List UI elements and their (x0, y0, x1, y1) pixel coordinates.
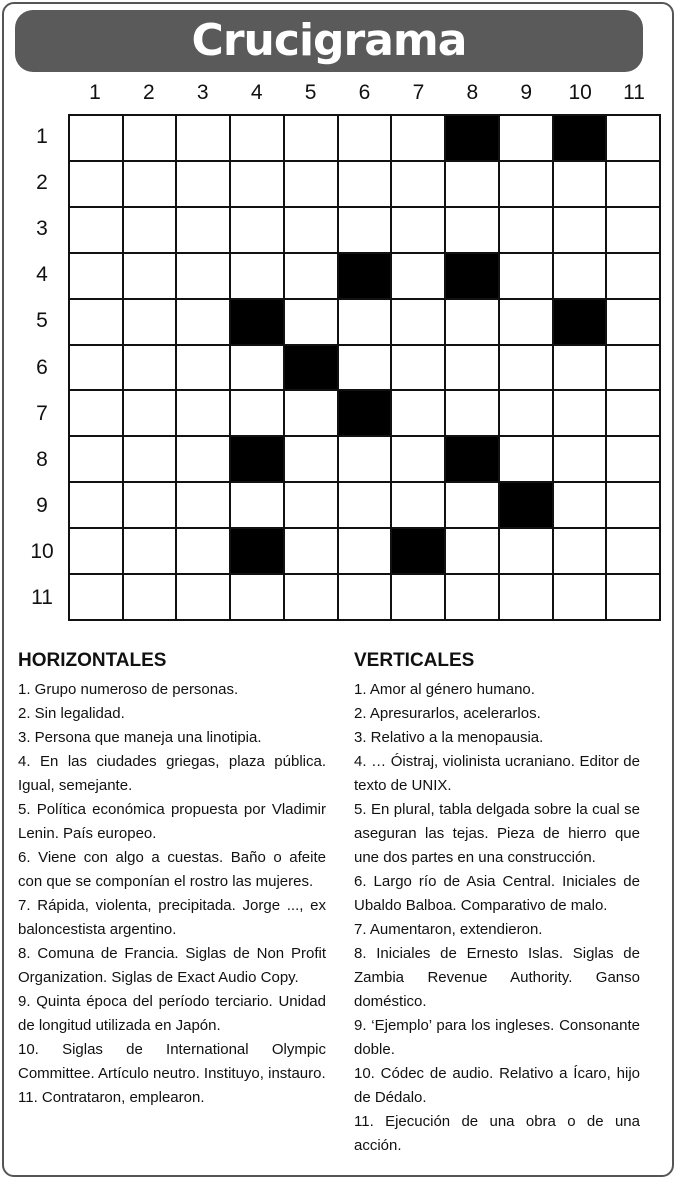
grid-cell[interactable] (446, 346, 498, 390)
grid-cell[interactable] (124, 529, 176, 573)
grid-cell[interactable] (554, 391, 606, 435)
grid-cell[interactable] (607, 254, 659, 298)
grid-cell[interactable] (554, 208, 606, 252)
grid-cell[interactable] (554, 254, 606, 298)
clue-item: 2. Apresurarlos, acelerarlos. (354, 705, 541, 722)
column-number: 1 (89, 81, 101, 104)
grid-cell[interactable] (500, 162, 552, 206)
grid-cell[interactable] (607, 116, 659, 160)
clue-item: 7. Rápida, violenta, precipitada. Jorge ..., ex baloncestista argentino. (18, 897, 326, 938)
row-number: 10 (30, 539, 54, 563)
grid-cell[interactable] (607, 483, 659, 527)
grid-cell[interactable] (446, 208, 498, 252)
grid-cell[interactable] (285, 391, 337, 435)
grid-cell[interactable] (124, 208, 176, 252)
clue-item: 5. Política económica propuesta por Vladimir Lenin. País europeo. (18, 801, 326, 842)
grid-cell[interactable] (124, 116, 176, 160)
row-number: 6 (36, 355, 48, 379)
horizontal-clues-heading: HORIZONTALES (18, 650, 167, 671)
grid-cell[interactable] (446, 483, 498, 527)
grid-cell[interactable] (70, 116, 122, 160)
grid-cell[interactable] (392, 437, 444, 481)
column-number: 8 (466, 81, 479, 104)
grid-cell[interactable] (124, 575, 176, 619)
grid-cell[interactable] (446, 391, 498, 435)
grid-cell[interactable] (124, 162, 176, 206)
clue-item: 4. En las ciudades griegas, plaza pública. Igual, semejante. (18, 753, 326, 794)
column-number: 7 (412, 81, 425, 104)
grid-block-cell (446, 254, 498, 298)
grid-cell[interactable] (124, 483, 176, 527)
row-number: 4 (36, 263, 48, 287)
grid-cell[interactable] (339, 437, 391, 481)
grid-cell[interactable] (285, 437, 337, 481)
row-number: 2 (36, 171, 48, 195)
grid-cell[interactable] (554, 529, 606, 573)
grid-cell[interactable] (500, 208, 552, 252)
grid-cell[interactable] (177, 346, 229, 390)
row-number: 5 (36, 309, 48, 333)
grid-cell[interactable] (70, 575, 122, 619)
grid-cell[interactable] (554, 575, 606, 619)
grid-cell[interactable] (607, 391, 659, 435)
grid-cell[interactable] (231, 162, 283, 206)
grid-cell[interactable] (231, 575, 283, 619)
clue-item: 9. ‘Ejemplo’ para los ingleses. Consonante doble. (354, 1017, 640, 1058)
vertical-clue-list (354, 678, 640, 1158)
grid-cell[interactable] (177, 437, 229, 481)
clue-item: 5. En plural, tabla delgada sobre la cual se aseguran las tejas. Pieza de hierro que une dos partes en una construcción. (354, 801, 640, 866)
clue-item: 1. Grupo numeroso de personas. (18, 681, 239, 698)
grid-cell[interactable] (285, 162, 337, 206)
puzzle-title: Crucigrama (191, 15, 467, 66)
grid-cell[interactable] (177, 208, 229, 252)
grid-cell[interactable] (339, 116, 391, 160)
grid-cell[interactable] (500, 254, 552, 298)
grid-cell[interactable] (177, 254, 229, 298)
grid-cell[interactable] (392, 254, 444, 298)
grid-cell[interactable] (500, 437, 552, 481)
grid-cell[interactable] (500, 116, 552, 160)
grid-block-cell (554, 116, 606, 160)
grid-cell[interactable] (446, 529, 498, 573)
column-number: 3 (196, 81, 209, 104)
grid-cell[interactable] (70, 254, 122, 298)
column-number: 6 (358, 81, 371, 104)
grid-cell[interactable] (554, 483, 606, 527)
grid-block-cell (446, 116, 498, 160)
row-number: 9 (36, 493, 48, 517)
grid-cell[interactable] (554, 346, 606, 390)
grid-cell[interactable] (285, 300, 337, 344)
grid-cell[interactable] (124, 437, 176, 481)
grid-cell[interactable] (500, 391, 552, 435)
grid-cell[interactable] (285, 483, 337, 527)
grid-cell[interactable] (392, 208, 444, 252)
horizontal-clues (18, 648, 326, 1110)
grid-block-cell (446, 437, 498, 481)
grid-cell[interactable] (392, 483, 444, 527)
grid-cell[interactable] (70, 300, 122, 344)
grid-cell[interactable] (231, 346, 283, 390)
grid-cell[interactable] (231, 116, 283, 160)
grid-cell[interactable] (285, 208, 337, 252)
grid-cell[interactable] (177, 483, 229, 527)
grid-cell[interactable] (500, 300, 552, 344)
grid-cell[interactable] (339, 346, 391, 390)
vertical-clues (354, 648, 640, 1158)
clue-item: 3. Relativo a la menopausia. (354, 729, 544, 746)
clue-item: 6. Largo río de Asia Central. Iniciales de Ubaldo Balboa. Comparativo de malo. (354, 873, 640, 914)
row-number: 1 (36, 125, 48, 149)
grid-block-cell (285, 346, 337, 390)
grid-cell[interactable] (607, 162, 659, 206)
grid-cell[interactable] (339, 483, 391, 527)
grid-cell[interactable] (607, 208, 659, 252)
grid-cell[interactable] (607, 300, 659, 344)
grid-block-cell (231, 529, 283, 573)
grid-cell[interactable] (231, 208, 283, 252)
grid-cell[interactable] (177, 529, 229, 573)
grid-cell[interactable] (392, 162, 444, 206)
grid-block-cell (339, 254, 391, 298)
column-number: 10 (568, 81, 592, 104)
horizontal-clue-list (18, 678, 326, 1110)
grid-cell[interactable] (70, 208, 122, 252)
grid-cell[interactable] (500, 346, 552, 390)
grid-cell[interactable] (124, 346, 176, 390)
clue-item: 8. Comuna de Francia. Siglas de Non Profit Organization. Siglas de Exact Audio Copy. (18, 945, 326, 986)
row-number: 11 (31, 585, 53, 609)
column-number: 11 (623, 81, 645, 104)
grid-cell[interactable] (339, 300, 391, 344)
grid-block-cell (231, 300, 283, 344)
clue-item: 2. Sin legalidad. (18, 705, 125, 722)
clue-item: 11. Ejecución de una obra o de una acción. (354, 1113, 640, 1154)
grid-cell[interactable] (285, 575, 337, 619)
grid-cell[interactable] (177, 116, 229, 160)
grid-cell[interactable] (70, 391, 122, 435)
grid-cell[interactable] (607, 529, 659, 573)
grid-cell[interactable] (554, 437, 606, 481)
clue-item: 3. Persona que maneja una linotipia. (18, 729, 262, 746)
row-number: 7 (36, 401, 48, 425)
grid-cell[interactable] (285, 254, 337, 298)
clue-item: 4. … Óistraj, violinista ucraniano. Editor de texto de UNIX. (354, 753, 640, 794)
grid-cell[interactable] (70, 437, 122, 481)
column-number: 4 (250, 81, 263, 104)
title-banner (15, 10, 643, 72)
grid-cell[interactable] (177, 300, 229, 344)
grid-cell[interactable] (392, 575, 444, 619)
grid-cell[interactable] (392, 116, 444, 160)
grid-cell[interactable] (500, 575, 552, 619)
grid-cell[interactable] (339, 208, 391, 252)
grid-cell[interactable] (231, 254, 283, 298)
clue-item: 10. Códec de audio. Relativo a Ícaro, hijo de Dédalo. (354, 1065, 640, 1106)
column-number: 2 (143, 81, 155, 104)
grid-cell[interactable] (70, 346, 122, 390)
grid-cell[interactable] (607, 437, 659, 481)
grid-cell[interactable] (607, 575, 659, 619)
grid-cell[interactable] (554, 162, 606, 206)
column-number: 9 (520, 81, 533, 104)
grid-cell[interactable] (446, 162, 498, 206)
crossword-grid (68, 114, 661, 621)
clue-item: 10. Siglas de International Olympic Committee. Artículo neutro. Instituyo, instauro. (18, 1041, 326, 1082)
grid-block-cell (500, 483, 552, 527)
grid-cell[interactable] (339, 575, 391, 619)
column-number: 5 (304, 81, 317, 104)
grid-cell[interactable] (446, 300, 498, 344)
clue-item: 11. Contrataron, emplearon. (18, 1089, 205, 1106)
grid-cell[interactable] (177, 162, 229, 206)
row-number: 8 (36, 447, 48, 471)
grid-cell[interactable] (446, 575, 498, 619)
grid-cell[interactable] (392, 346, 444, 390)
vertical-clues-heading: VERTICALES (354, 650, 475, 671)
grid-cell[interactable] (231, 391, 283, 435)
grid-cell[interactable] (70, 529, 122, 573)
grid-cell[interactable] (285, 529, 337, 573)
row-number: 3 (36, 217, 48, 241)
grid-cell[interactable] (177, 391, 229, 435)
grid-cell[interactable] (607, 346, 659, 390)
grid-block-cell (392, 529, 444, 573)
grid-cell[interactable] (285, 116, 337, 160)
grid-cell[interactable] (392, 391, 444, 435)
clue-item: 1. Amor al género humano. (354, 681, 535, 698)
clue-item: 9. Quinta época del período terciario. Unidad de longitud utilizada en Japón. (18, 993, 326, 1034)
grid-block-cell (554, 300, 606, 344)
grid-cell[interactable] (124, 391, 176, 435)
grid-cell[interactable] (177, 575, 229, 619)
grid-cell[interactable] (339, 529, 391, 573)
grid-cell[interactable] (124, 254, 176, 298)
clue-item: 6. Viene con algo a cuestas. Baño o afeite con que se componían el rostro las mujeres. (18, 849, 326, 890)
grid-cell[interactable] (231, 483, 283, 527)
clue-item: 7. Aumentaron, extendieron. (354, 921, 543, 938)
grid-cell[interactable] (500, 529, 552, 573)
grid-block-cell (231, 437, 283, 481)
grid-cell[interactable] (339, 162, 391, 206)
grid-cell[interactable] (70, 483, 122, 527)
clue-item: 8. Iniciales de Ernesto Islas. Siglas de Zambia Revenue Authority. Ganso doméstico. (354, 945, 640, 1010)
grid-cell[interactable] (124, 300, 176, 344)
grid-cell[interactable] (392, 300, 444, 344)
grid-block-cell (339, 391, 391, 435)
grid-cell[interactable] (70, 162, 122, 206)
